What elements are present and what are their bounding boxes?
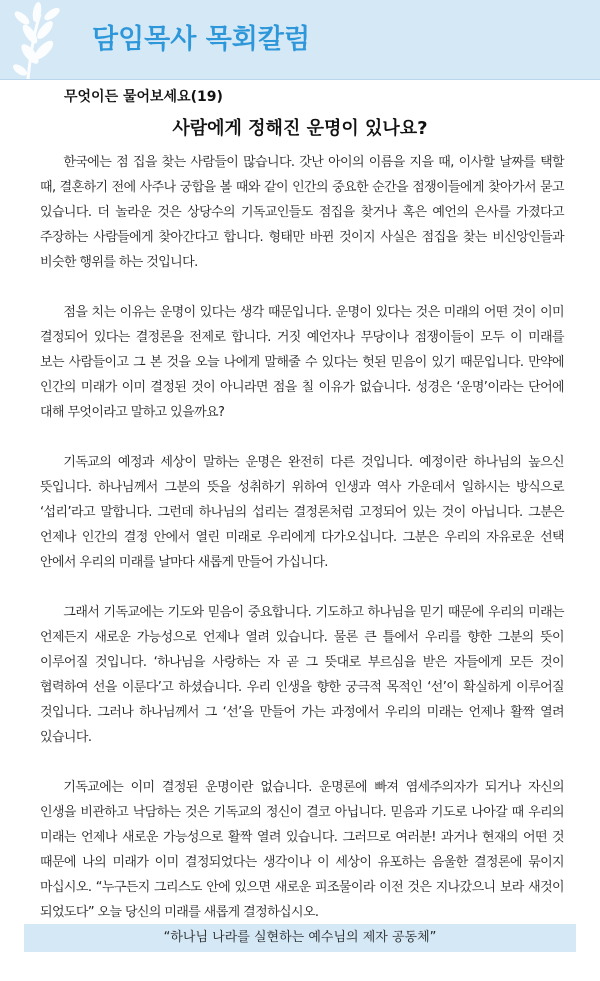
article-body <box>40 150 564 950</box>
article-paragraph: 기독교의 예정과 세상이 말하는 운명은 완전히 다른 것입니다. 예정이란 하나님의 높으신 뜻입니다. 하나님께서 그분의 뜻을 성취하기 위하여 인생과 역사 가운데서 일하시는 방식으로 ‘섭리’라고 말합니다. 그런데 하나님의 섭리는 결정론처럼 고정되어 있는 것이 아닙니다. 그분은 언제나 인간의 결정 안에서 열린 미래로 우리에게 다가오십니다. 그분은 우리의 자유로운 선택 안에서 우리의 미래를 날마다 새롭게 만들어 가십니다. <box>40 455 564 570</box>
column-header <box>0 0 600 80</box>
article-paragraph: 기독교에는 이미 결정된 운명이란 없습니다. 운명론에 빠져 염세주의자가 되거나 자신의 인생을 비관하고 낙담하는 것은 기독교의 정신이 결코 아닙니다. 믿음과 기도로 나아갈 때 우리의 미래는 언제나 새로운 가능성으로 활짝 열려 있습니다. 그러므로 여러분! 과거나 현재의 어떤 것 때문에 나의 미래가 이미 결정되었다는 생각이나 이 세상이 유포하는 음울한 결정론에 묶이지 마십시오. “누구든지 그리스도 안에 있으면 새로운 피조물이라 이전 것은 지나갔으니 보라 새것이 되었도다” 오늘 당신의 미래를 새롭게 결정하십시오. <box>40 780 564 920</box>
article-paragraph: 점을 치는 이유는 운명이 있다는 생각 때문입니다. 운명이 있다는 것은 미래의 어떤 것이 이미 결정되어 있다는 결정론을 전제로 합니다. 거짓 예언자나 무당이나 점쟁이들이 모두 이 미래를 보는 사람들이고 그 본 것을 오늘 나에게 말해줄 수 있다는 헛된 믿음이 있기 때문입니다. 만약에 인간의 미래가 이미 결정된 것이 아니라면 점을 칠 이유가 없습니다. 성경은 ‘운명’이라는 단어에 대해 무엇이라고 말하고 있을까요? <box>40 305 564 420</box>
church-motto-band <box>24 924 576 952</box>
series-title: 무엇이든 물어보세요(19) <box>64 89 223 105</box>
article-paragraph: 그래서 기독교에는 기도와 믿음이 중요합니다. 기도하고 하나님을 믿기 때문에 우리의 미래는 언제든지 새로운 가능성으로 언제나 열려 있습니다. 물론 큰 틀에서 우리를 향한 그분의 뜻이 이루어질 것입니다. ‘하나님을 사랑하는 자 곧 그 뜻대로 부르심을 받은 자들에게 모든 것이 협력하여 선을 이룬다’고 하셨습니다. 우리 인생을 향한 궁극적 목적인 ‘선’이 확실하게 이루어질 것입니다. 그러나 하나님께서 그 ‘선’을 만들어 가는 과정에서 우리의 미래는 언제나 활짝 열려 있습니다. <box>40 605 564 745</box>
church-motto: “하나님 나라를 실현하는 예수님의 제자 공동체” <box>163 930 437 945</box>
leaf-branch-icon <box>6 0 84 79</box>
column-title: 담임목사 목회칼럼 <box>92 24 311 55</box>
article-title: 사람에게 정해진 운명이 있나요? <box>172 118 428 139</box>
article-paragraph: 한국에는 점 집을 찾는 사람들이 많습니다. 갓난 아이의 이름을 지을 때, 이사할 날짜를 택할 때, 결혼하기 전에 사주나 궁합을 볼 때와 같이 인간의 중요한 순간을 점쟁이들에게 찾아가서 묻고 있습니다. 더 놀라운 것은 상당수의 기독교인들도 점집을 찾거나 혹은 예언의 은사를 가졌다고 주장하는 사람들에게 찾아간다고 합니다. 형태만 바뀐 것이지 사실은 점집을 찾는 비신앙인들과 비슷한 행위를 하는 것입니다. <box>40 155 564 270</box>
